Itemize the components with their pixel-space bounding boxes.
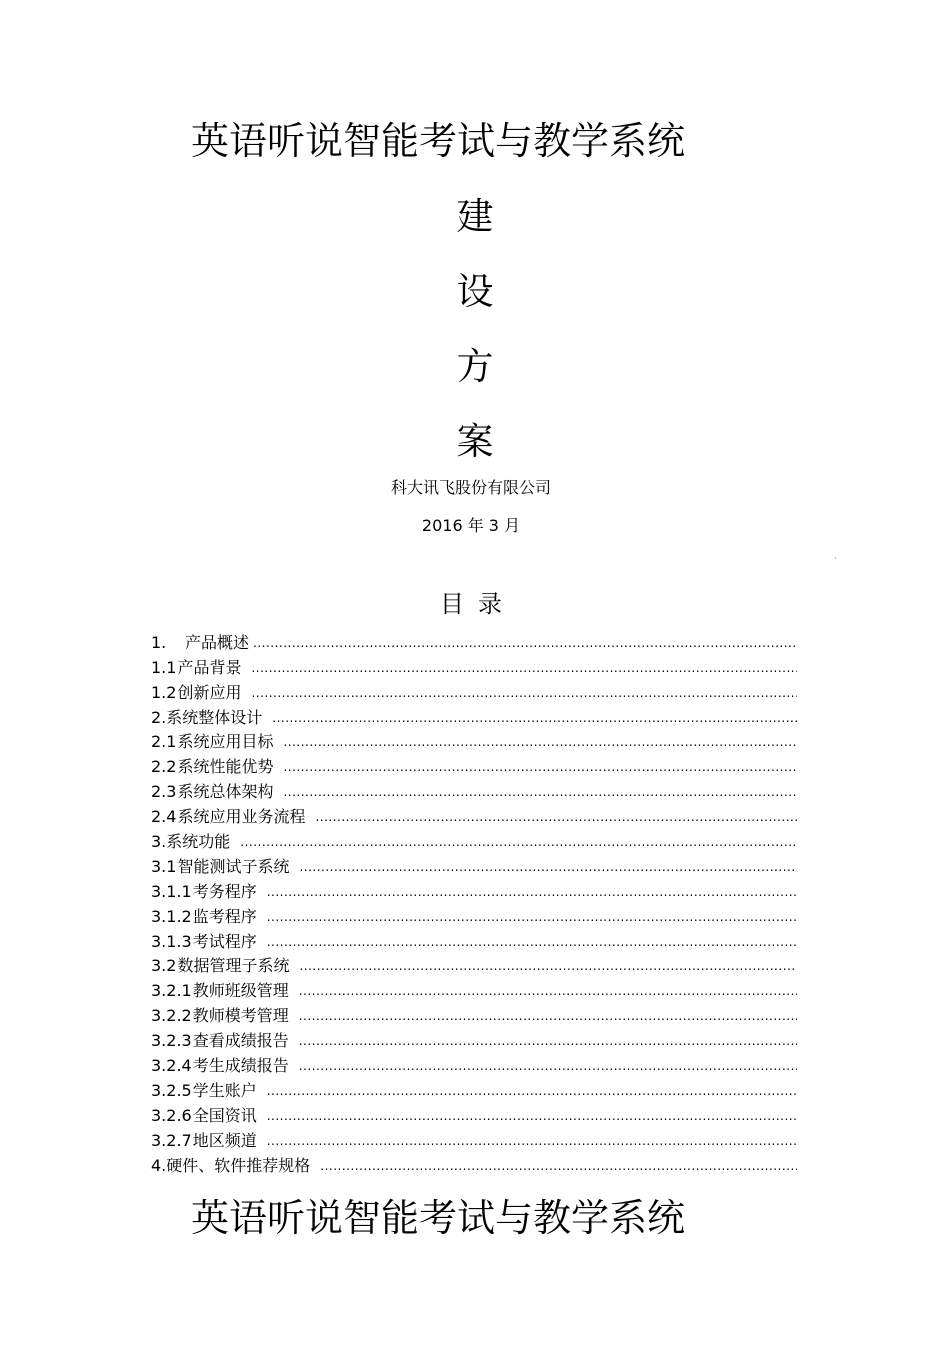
- toc-entry-number: 3.1: [151, 856, 177, 876]
- toc-entry[interactable]: [151, 654, 797, 679]
- toc-entry[interactable]: [151, 1152, 797, 1177]
- toc-entry-link[interactable]: [151, 707, 268, 729]
- toc-entry-number: 3.2.2: [151, 1006, 192, 1026]
- toc-entry-label: 硬件、软件推荐规格: [166, 1155, 311, 1175]
- toc-entry-number: 3.2.6: [151, 1105, 192, 1125]
- company-name: 科大讯飞股份有限公司: [390, 478, 551, 497]
- toc-entry-link[interactable]: [151, 906, 263, 928]
- toc-dot-leader: [267, 906, 797, 928]
- toc-entry[interactable]: [151, 953, 797, 978]
- toc-entry-link[interactable]: [151, 856, 295, 878]
- toc-entry-link[interactable]: [151, 1155, 316, 1177]
- toc-dot-leader: [299, 1030, 797, 1052]
- toc-entry-number: 3.2.4: [151, 1056, 192, 1076]
- toc-entry-label: 产品概述: [185, 632, 250, 652]
- toc-entry[interactable]: [151, 803, 797, 828]
- toc-entry[interactable]: [151, 1077, 797, 1102]
- toc-entry-number: 4.: [151, 1155, 167, 1175]
- toc-entry[interactable]: [151, 903, 797, 928]
- toc-entry-label: 产品背景: [177, 657, 242, 677]
- toc-entry-number: 3.: [151, 832, 167, 852]
- toc-entry-link[interactable]: [151, 1055, 295, 1077]
- toc-entry-number: 3.2.7: [151, 1130, 192, 1150]
- toc-entry-label: 智能测试子系统: [177, 856, 290, 876]
- toc-dot-leader: [320, 1155, 797, 1177]
- toc-entry[interactable]: [151, 1052, 797, 1077]
- toc-entry[interactable]: [151, 1102, 797, 1127]
- toc-entry-text: [151, 632, 249, 654]
- toc-dot-leader: [267, 1130, 797, 1152]
- toc-entry-link[interactable]: [151, 1080, 263, 1102]
- repeat-title: 英语听说智能考试与教学系统: [190, 1196, 685, 1240]
- toc-entry-link[interactable]: [151, 831, 236, 853]
- toc-entry-number: 2.2: [151, 757, 177, 777]
- document-title: 英语听说智能考试与教学系统: [190, 119, 685, 163]
- toc-entry-number: 2.3: [151, 782, 177, 802]
- toc-entry[interactable]: [151, 778, 797, 803]
- page-mark: ·: [834, 554, 837, 563]
- toc-dot-leader: [299, 856, 797, 878]
- toc-dot-leader: [251, 682, 797, 704]
- toc-dot-leader: [267, 881, 797, 903]
- toc-dot-leader: [299, 955, 797, 977]
- toc-entry-link[interactable]: [151, 955, 295, 977]
- toc-entry[interactable]: [151, 679, 797, 704]
- toc-entry-number: 2.4: [151, 807, 177, 827]
- toc-dot-leader: [283, 781, 797, 803]
- toc-entry-link[interactable]: [151, 806, 311, 828]
- toc-entry-link[interactable]: [151, 731, 279, 753]
- toc-entry-label: 全国资讯: [192, 1105, 257, 1125]
- toc-entry[interactable]: [151, 1127, 797, 1152]
- toc-entry[interactable]: [151, 704, 797, 729]
- toc-entry-label: 地区频道: [192, 1130, 257, 1150]
- toc-dot-leader: [251, 657, 797, 679]
- toc-entry-label: 教师班级管理: [192, 981, 289, 1001]
- table-of-contents: [151, 629, 797, 1177]
- toc-entry-link[interactable]: [151, 781, 279, 803]
- toc-entry-number: 1.: [151, 632, 167, 652]
- toc-dot-leader: [299, 1005, 797, 1027]
- toc-dot-leader: [240, 831, 797, 853]
- toc-dot-leader: [315, 806, 797, 828]
- toc-entry-label: 教师模考管理: [192, 1006, 289, 1026]
- toc-entry[interactable]: [151, 753, 797, 778]
- toc-dot-leader: [267, 1105, 797, 1127]
- toc-entry-number: 1.1: [151, 657, 177, 677]
- subtitle-char-1: 建: [456, 195, 494, 238]
- subtitle-char-2: 设: [456, 270, 494, 313]
- toc-entry: [151, 629, 797, 654]
- toc-entry-link[interactable]: [151, 1105, 263, 1127]
- toc-entry-link[interactable]: [151, 1130, 263, 1152]
- toc-entry-label: 数据管理子系统: [177, 956, 290, 976]
- toc-dot-leader: [283, 756, 797, 778]
- toc-entry-link[interactable]: [151, 931, 263, 953]
- toc-entry-label: 系统应用业务流程: [177, 807, 306, 827]
- toc-entry[interactable]: [151, 1027, 797, 1052]
- toc-entry-label: 系统应用目标: [177, 732, 274, 752]
- toc-entry[interactable]: [151, 878, 797, 903]
- toc-entry-number: 3.1.3: [151, 931, 192, 951]
- toc-entry-number: 3.2: [151, 956, 177, 976]
- toc-dot-leader: [299, 980, 797, 1002]
- toc-dot-leader: [267, 931, 797, 953]
- toc-entry-number: 3.2.1: [151, 981, 192, 1001]
- toc-heading: 目录: [440, 590, 516, 618]
- toc-entry-link[interactable]: [151, 1005, 295, 1027]
- toc-entry-number: 3.2.5: [151, 1080, 192, 1100]
- toc-entry-number: 3.2.3: [151, 1031, 192, 1051]
- toc-entry-label: 系统整体设计: [166, 707, 263, 727]
- toc-entry-label: 监考程序: [192, 906, 257, 926]
- toc-entry-label: 系统性能优势: [177, 757, 274, 777]
- toc-entry-link[interactable]: [151, 980, 295, 1002]
- toc-entry-number: 3.1.1: [151, 881, 192, 901]
- toc-dot-leader: [272, 707, 797, 729]
- toc-entry[interactable]: [151, 853, 797, 878]
- toc-entry-link[interactable]: [151, 756, 279, 778]
- toc-entry-number: 3.1.2: [151, 906, 192, 926]
- toc-entry-label: 考试程序: [192, 931, 257, 951]
- toc-entry-label: 考生成绩报告: [192, 1056, 289, 1076]
- toc-entry-number: 2.1: [151, 732, 177, 752]
- subtitle-char-4: 案: [456, 420, 494, 463]
- toc-entry-number: 2.: [151, 707, 167, 727]
- toc-entry[interactable]: [151, 828, 797, 853]
- toc-entry-number: 1.2: [151, 682, 177, 702]
- toc-dot-leader: [299, 1055, 797, 1077]
- toc-entry[interactable]: [151, 977, 797, 1002]
- toc-entry-label: 系统总体架构: [177, 782, 274, 802]
- toc-entry[interactable]: [151, 1002, 797, 1027]
- toc-entry[interactable]: [151, 729, 797, 754]
- toc-dot-leader: [267, 1080, 797, 1102]
- toc-entry-link[interactable]: [151, 881, 263, 903]
- toc-dot-leader: [283, 731, 797, 753]
- toc-entry-label: 考务程序: [192, 881, 257, 901]
- toc-entry-label: 创新应用: [177, 682, 242, 702]
- toc-entry-link[interactable]: [151, 682, 247, 704]
- toc-entry[interactable]: [151, 928, 797, 953]
- toc-entry-link[interactable]: [151, 657, 247, 679]
- subtitle-char-3: 方: [456, 345, 494, 388]
- document-date: 2016 年 3 月: [421, 516, 521, 535]
- toc-entry-label: 学生账户: [192, 1080, 257, 1100]
- toc-entry-label: 系统功能: [166, 832, 231, 852]
- toc-entry-link[interactable]: [151, 1030, 295, 1052]
- toc-dot-leader: [253, 632, 797, 654]
- toc-entry-label: 查看成绩报告: [192, 1031, 289, 1051]
